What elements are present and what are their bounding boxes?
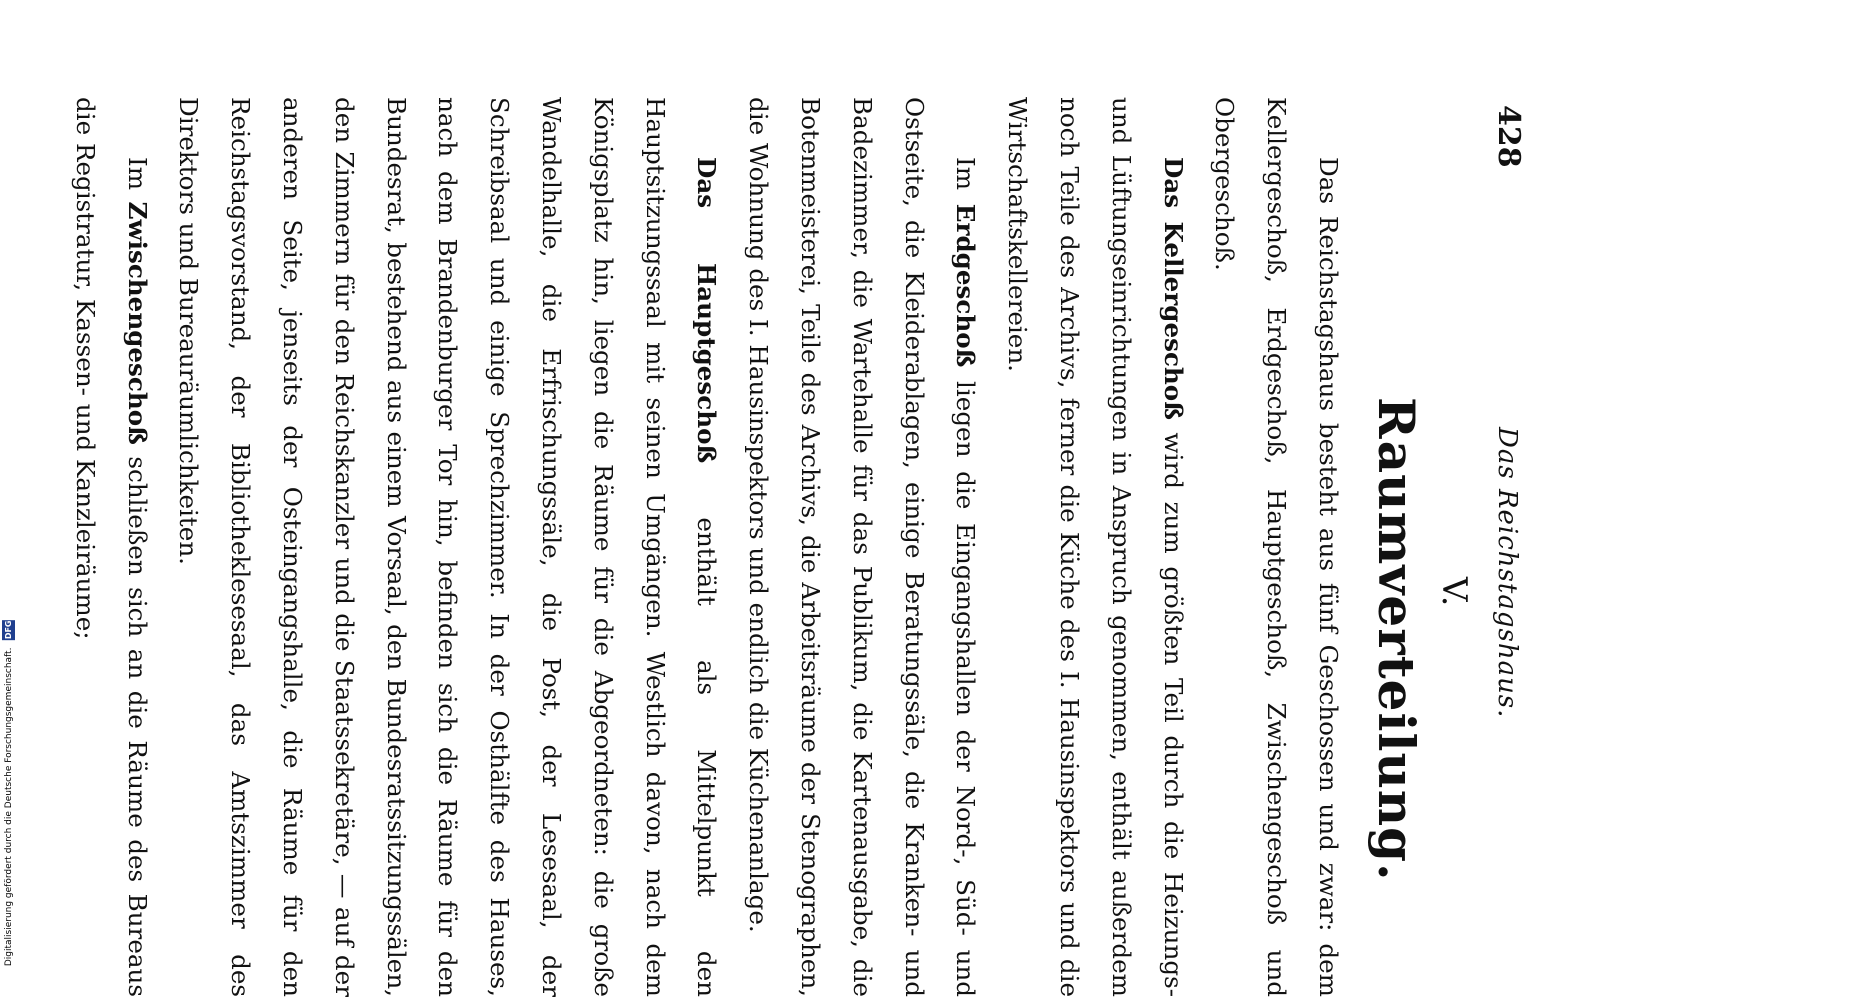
paragraph: Das Reichstagshaus besteht aus fünf Geschossen und zwar: dem Kellergeschoß, Erdgeschoß, Hauptgeschoß, Zwischengeschoß und Obergeschoß. [1210,97,1343,997]
emphasis: Das Hauptgeschoß [692,157,722,464]
chapter-number: V. [1434,577,1474,607]
document-page [70,97,1526,998]
paragraph: Das Hauptgeschoß enthält als Mittelpunkt den Hauptsitzungssaal mit seinen Umgängen. Westlich davon, nach dem Königsplatz hin, liegen die Räume für die Abgeordneten: die große Wandelhalle, die Erfrischungssäle, die Post, der Lesesaal, der Schreibsaal und einige Sprechzimmer. In der Osthälfte des Hauses, nach dem Brandenburger Tor hin, befinden sich die Räume für den Bundesrat, bestehend aus einem Vorsaal, den Bundesratssitzungssälen, den Zimmern für den Reichskanzler und die Staatssekretäre, — auf der anderen Seite, jenseits der Osteingangshalle, die Räume für den Reichstagsvorstand, der Bibliotheklesesaal, das Amtszimmer des Direktors und Bureauräumlichkeiten. [174,97,722,997]
emphasis: Das Kellergeschoß [1158,157,1188,420]
digitization-note: Digitalisierung gefördert durch die Deutsche Forschungsgemeinschaft. DFG [4,621,14,967]
body-text [59,97,1354,997]
emphasis: Erdgeschoß [951,203,981,368]
paragraph: Im Zwischengeschoß schließen sich an die Räume des Bureaus die Registratur, Kassen- und Kanzleiräume; [70,97,152,997]
page-number: 428 [1491,105,1526,168]
chapter-title: Raumverteilung. [1367,397,1426,882]
dfg-logo-icon: DFG [4,621,13,640]
running-head: Das Reichstagshaus. [1492,427,1522,719]
paragraph: Das Kellergeschoß wird zum größten Teil durch die Heizungs- und Lüftungseinrichtungen in Anspruch genommen, enthält außerdem noch Teile des Archivs, ferner die Küche des I. Hausinspektors und die Wirtschaftskellereien. [1003,97,1188,998]
paragraph: Im Erdgeschoß liegen die Eingangshallen der Nord-, Süd- und Ostseite, die Kleiderablagen, einige Beratungssäle, die Kranken- und Badezimmer, die Wartehalle für das Publikum, die Kartenausgabe, die Botenmeisterei, Teile des Archivs, die Arbeitsräume der Stenographen, die Wohnung des I. Hausinspektors und endlich die Küchenanlage. [744,97,981,997]
page-header [1486,97,1526,997]
emphasis: Zwischengeschoß [122,201,152,445]
